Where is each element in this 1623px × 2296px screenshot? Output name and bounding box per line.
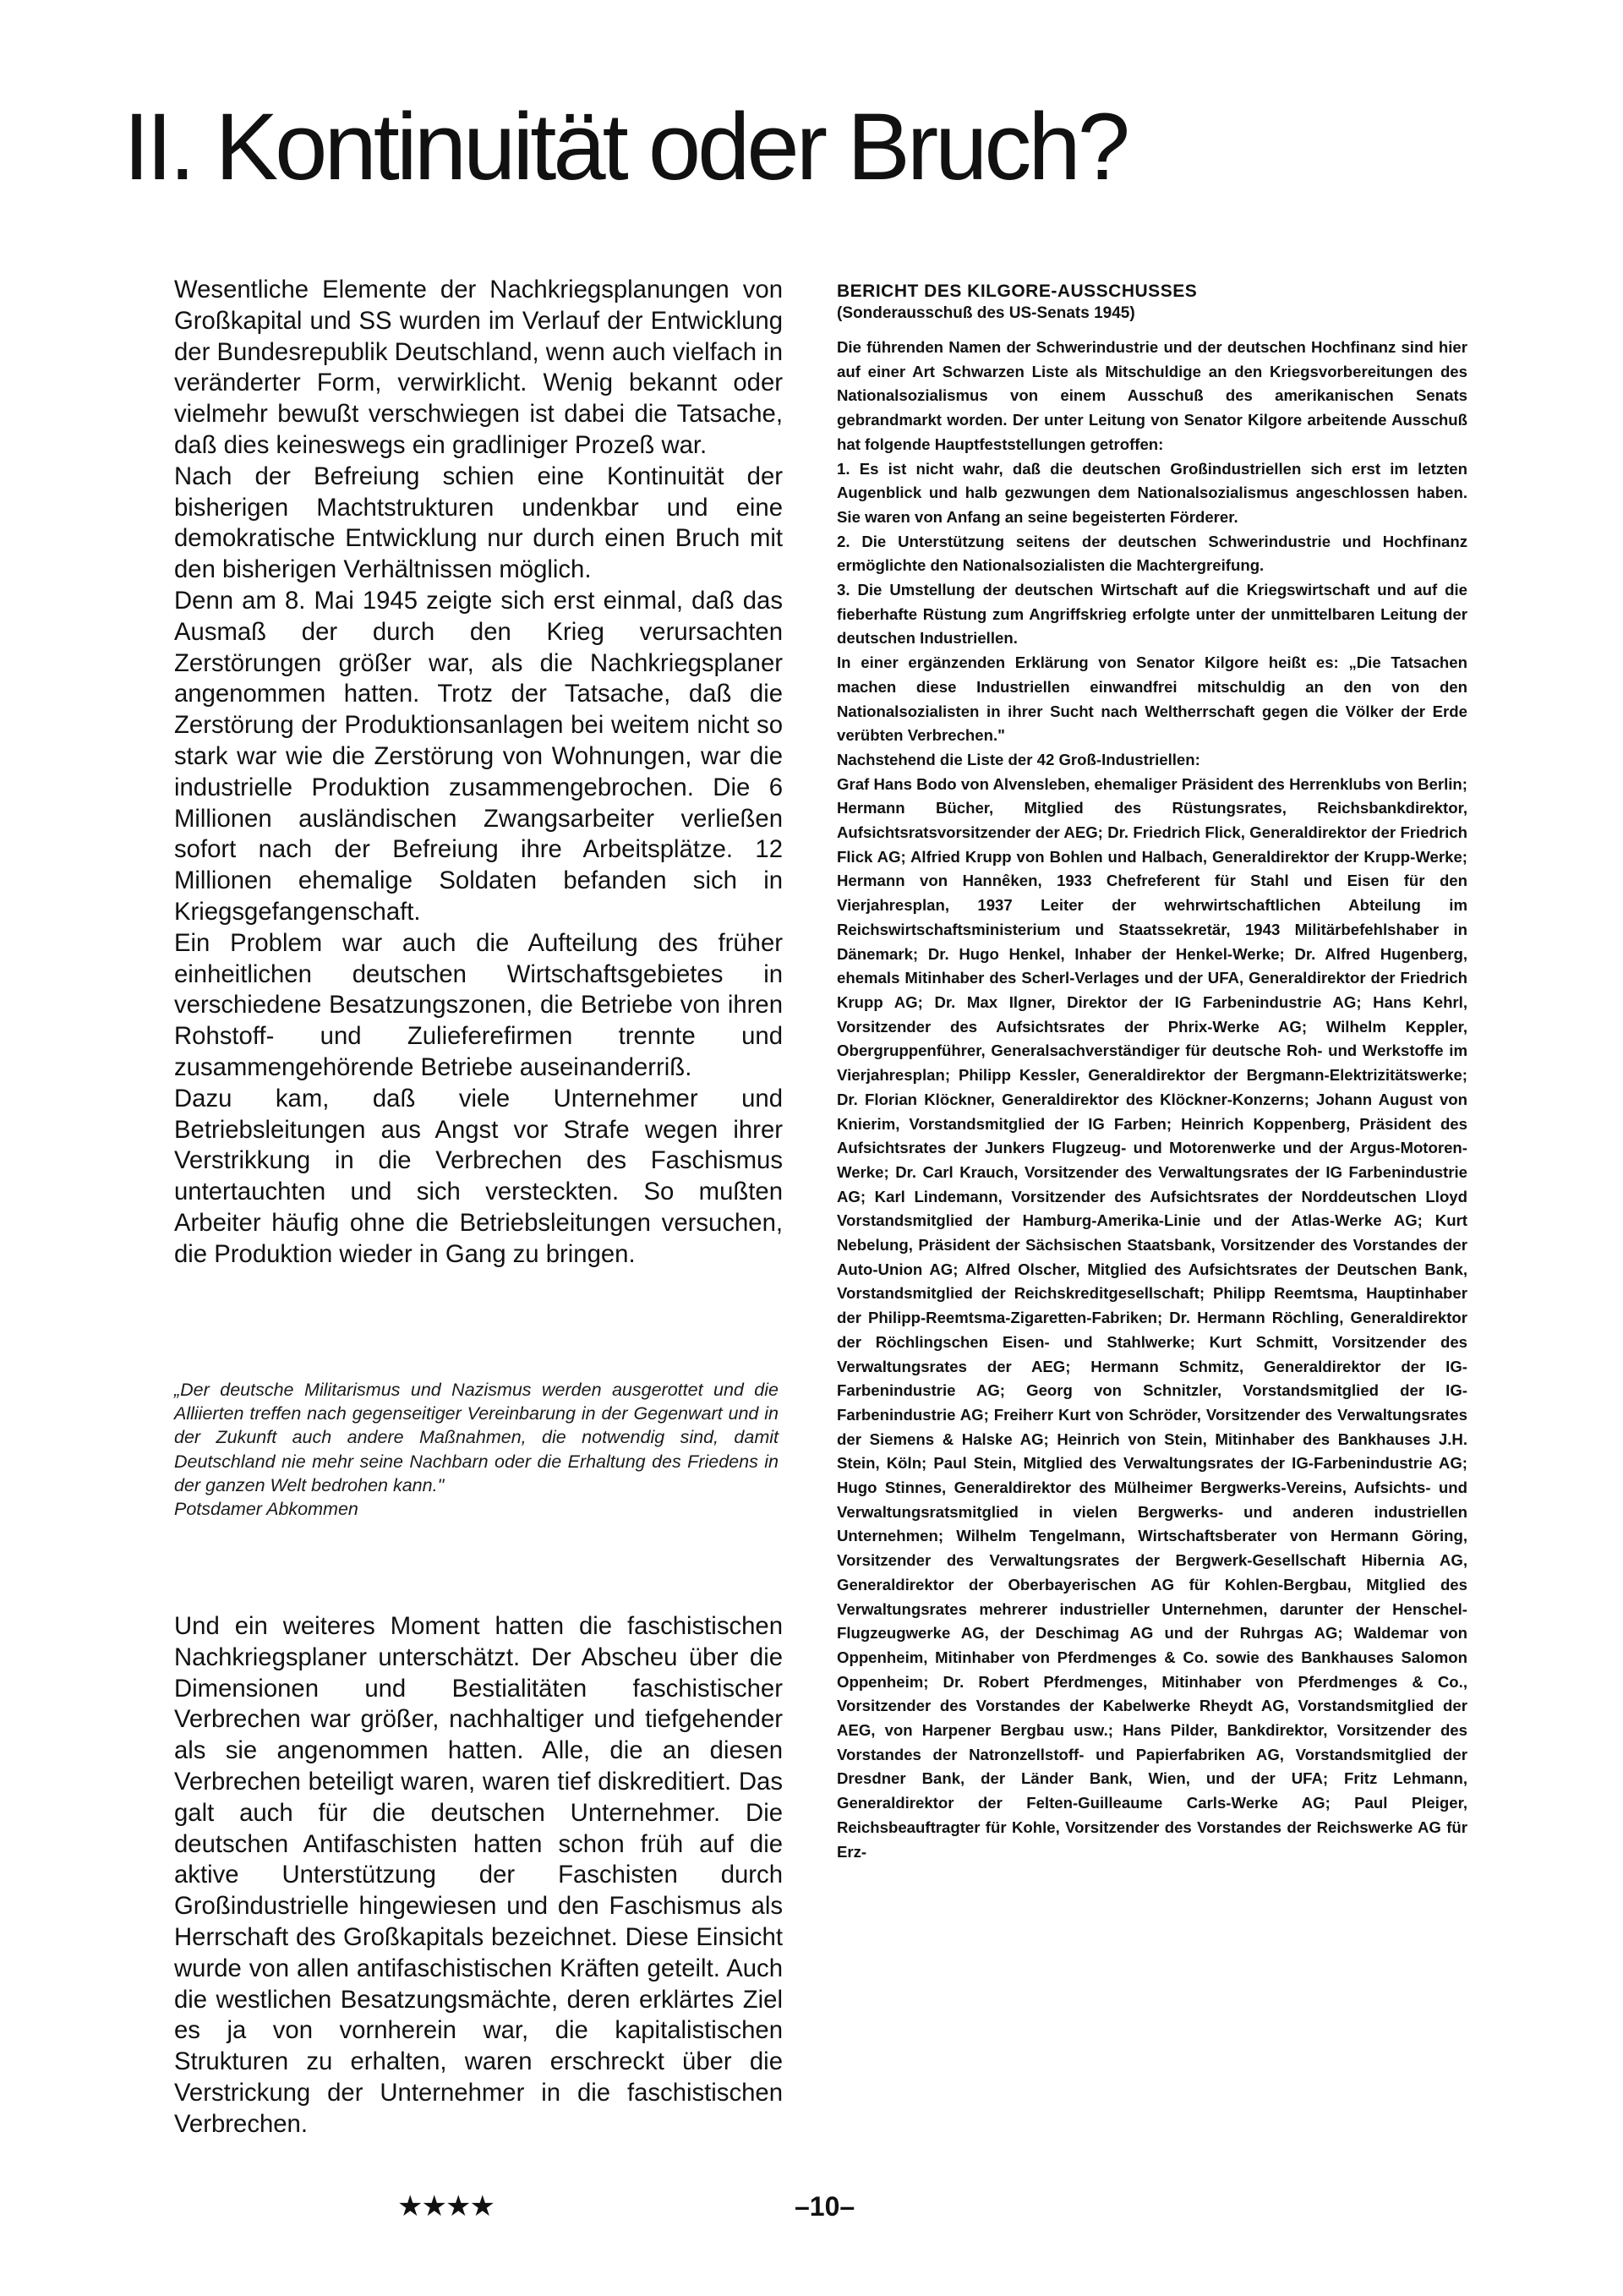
page-number: –10–	[795, 2191, 855, 2222]
report-paragraph: 2. Die Unterstützung seitens der deutschen Schwerindustrie und Hochfinanz ermöglichte den Nationalsozialisten die Machtergreifung.	[837, 532, 1467, 575]
report-subtitle: (Sonderausschuß des US-Senats 1945)	[837, 304, 1135, 322]
page-title: II. Kontinuität oder Bruch?	[123, 94, 1127, 200]
star-icons: ★★★★	[397, 2189, 494, 2223]
main-text-column-continued	[174, 1611, 783, 2140]
body-paragraph: Nach der Befreiung schien eine Kontinuität der bisherigen Machtstrukturen undenkbar und eine demokratische Entwicklung nur durch einen Bruch mit den bisherigen Verhältnissen möglich.	[174, 462, 783, 584]
report-paragraph: 3. Die Umstellung der deutschen Wirtschaft auf die Kriegswirtschaft und auf die fieberhafte Rüstung zum Angriffskrieg erfolgte unter der unmittelbaren Leitung der deutschen Industriellen.	[837, 581, 1467, 648]
body-paragraph: Denn am 8. Mai 1945 zeigte sich erst einmal, daß das Ausmaß der durch den Krieg verursachten Zerstörungen größer war, als die Nachkriegsplaner angenommen hatten. Trotz der Tatsache, daß die Zerstörung der Produktionsanlagen bei weitem nicht so stark war wie die Zerstörung von Wohnungen, war die industrielle Produktion zusammengebrochen. Die 6 Millionen ausländischen Zwangsarbeiter verließen sofort nach der Befreiung ihre Arbeitsplätze. 12 Millionen ehemalige Soldaten befanden sich in Kriegsgefangenschaft.	[174, 586, 783, 926]
report-paragraph: In einer ergänzenden Erklärung von Senator Kilgore heißt es: „Die Tatsachen machen diese Industriellen einwandfrei mitschuldig an den von den Nationalsozialisten in ihrer Sucht nach Weltherrschaft gegen die Völker der Erde verübten Verbrechen."	[837, 653, 1467, 745]
report-paragraph: Die führenden Namen der Schwerindustrie und der deutschen Hochfinanz sind hier auf einer Art Schwarzen Liste als Mitschuldige an den Kriegsvorbereitungen des Nationalsozialismus von einem Ausschuß des amerikanischen Senats gebrandmarkt worden. Der unter Leitung von Senator Kilgore arbeitende Ausschuß hat folgende Hauptfeststellungen getroffen:	[837, 338, 1467, 453]
report-paragraph: Nachstehend die Liste der 42 Groß-Industriellen:	[837, 750, 1200, 768]
body-paragraph: Wesentliche Elemente der Nachkriegsplanungen von Großkapital und SS wurden im Verlauf der Entwicklung der Bundesrepublik Deutschland, wenn auch vielfach in veränderter Form, verwirklicht. Wenig bekannt oder vielmehr bewußt verschwiegen ist dabei die Tatsache, daß dies keineswegs ein gradliniger Prozeß war.	[174, 276, 783, 459]
report-paragraph: Graf Hans Bodo von Alvensleben, ehemaliger Präsident des Herrenklubs von Berlin; Hermann Bücher, Mitglied des Rüstungsrates, Reichsbankdirektor, Aufsichtsratsvorsitzender der AEG; Dr. Friedrich Flick, Generaldirektor der Friedrich Flick AG; Alfried Krupp von Bohlen und Halbach, Generaldirektor der Krupp-Werke; Hermann von Hannêken, 1933 Chefreferent für Stahl und Eisen für den Vierjahresplan, 1937 Leiter der wehrwirtschaftlichen Abteilung im Reichswirtschaftsministerium und Staatssekretär, 1943 Militärbefehlshaber in Dänemark; Dr. Hugo Henkel, Inhaber der Henkel-Werke; Dr. Alfred Hugenberg, ehemals Mitinhaber des Scherl-Verlages und der UFA, Generaldirektor der Friedrich Krupp AG; Dr. Max Ilgner, Direktor der IG Farbenindustrie AG; Hans Kehrl, Vorsitzender des Aufsichtsrates der Phrix-Werke AG; Wilhelm Keppler, Obergruppenführer, Generalsachverständiger für deutsche Roh- und Werkstoffe im Vierjahresplan; Philipp Kessler, Generaldirektor der Bergmann-Elektrizitätswerke; Dr. Florian Klöckner, Generaldirektor des Klöckner-Konzerns; Johann August von Knierim, Vorstandsmitglied der IG Farben; Heinrich Koppenberg, Präsident des Aufsichtsrates der Junkers Flugzeug- und Motorenwerke und der Argus-Motoren-Werke; Dr. Carl Krauch, Vorsitzender des Verwaltungsrates der IG Farbenindustrie AG; Karl Lindemann, Vorsitzender des Aufsichtsrates der Norddeutschen Lloyd Vorstandsmitglied der Hamburg-Amerika-Linie und der Atlas-Werke AG; Kurt Nebelung, Präsident der Sächsischen Staatsbank, Vorsitzender des Vorstandes der Auto-Union AG; Alfred Olscher, Mitglied des Aufsichtsrates der Deutschen Bank, Vorstandsmitglied der Reichskreditgesellschaft; Philipp Reemtsma, Hauptinhaber der Philipp-Reemtsma-Zigaretten-Fabriken; Dr. Hermann Röchling, Generaldirektor der Röchlingschen Eisen- und Stahlwerke; Kurt Schmitt, Vorsitzender des Verwaltungsrates der AEG; Hermann Schmitz, Generaldirektor der IG-Farbenindustrie AG; Georg von Schnitzler, Vorstandsmitglied der IG-Farbenindustrie AG; Freiherr Kurt von Schröder, Vorsitzender des Verwaltungsrates der Siemens & Halske AG; Heinrich von Stein, Mitinhaber des Bankhauses J.H. Stein, Köln; Paul Stein, Mitglied des Verwaltungsrates der IG-Farbenindustrie AG; Hugo Stinnes, Generaldirektor des Mülheimer Bergwerks-Vereins, Aufsichts- und Verwaltungsratsmitglied in vielen Bergwerks- und anderen industriellen Unternehmen; Wilhelm Tengelmann, Wirtschaftsberater von Hermann Göring, Vorsitzender des Verwaltungsrates der Bergwerk-Gesellschaft Hibernia AG, Generaldirektor der Oberbayerischen AG für Kohlen-Bergbau, Mitglied des Verwaltungsrates mehrerer industrieller Unternehmen, darunter der Henschel-Flugzeugwerke AG, der Deschimag AG und der Ruhrgas AG; Waldemar von Oppenheim, Mitinhaber von Pferdmenges & Co. sowie des Bankhauses Salomon Oppenheim; Dr. Robert Pferdmenges, Mitinhaber von Pferdmenges & Co., Vorsitzender des Vorstandes der Kabelwerke Rheydt AG, Vorstandsmitglied der AEG, von Harpener Bergbau usw.; Hans Pilder, Bankdirektor, Vorsitzender des Vorstandes der Natronzellstoff- und Papierfabriken AG, Vorstandsmitglied der Dresdner Bank, der Länder Bank, Wien, und der UFA; Fritz Lehmann, Generaldirektor der Felten-Guilleaume Carls-Werke AG; Paul Pleiger, Reichsbeauftragter für Kohle, Vorsitzender des Vorstandes der Reichswerke AG für Erz-	[837, 774, 1467, 1861]
body-paragraph: Ein Problem war auch die Aufteilung des früher einheitlichen deutschen Wirtschaftsgebietes in verschiedene Besatzungszonen, die Betriebe von ihren Rohstoff- und Zulieferefirmen trennte und zusammengehörende Betriebe auseinanderriß.	[174, 928, 783, 1081]
report-title: BERICHT DES KILGORE-AUSSCHUSSES	[837, 282, 1198, 301]
report-paragraph: 1. Es ist nicht wahr, daß die deutschen Großindustriellen sich erst im letzten Augenblick und halb gezwungen dem Nationalsozialismus angeschlossen haben. Sie waren von Anfang an seine begeisterten Förderer.	[837, 459, 1467, 526]
quote-source: Potsdamer Abkommen	[174, 1499, 358, 1520]
body-paragraph: Dazu kam, daß viele Unternehmer und Betriebsleitungen aus Angst vor Strafe wegen ihrer Verstrikkung in die Verbrechen des Faschismus untertauchten und sich versteckten. So mußten Arbeiter häufig ohne die Betriebsleitungen versuchen, die Produktion wieder in Gang zu bringen.	[174, 1084, 783, 1268]
report-body	[837, 336, 1467, 1864]
body-paragraph: Und ein weiteres Moment hatten die faschistischen Nachkriegsplaner unterschätzt. Der Abscheu über die Dimensionen und Bestialitäten faschistischer Verbrechen war größer, nachhaltiger und tiefgehender als sie angenommen hatten. Alle, die an diesen Verbrechen beteiligt waren, waren tief diskreditiert. Das galt auch für die deutschen Unternehmer. Die deutschen Antifaschisten hatten schon früh auf die aktive Unterstützung der Faschisten durch Großindustrielle hingewiesen und den Faschismus als Herrschaft des Großkapitals bezeichnet. Diese Einsicht wurde von allen antifaschistischen Kräften geteilt. Auch die westlichen Besatzungsmächte, deren erklärtes Ziel es ja von vornherein war, die kapitalistischen Strukturen zu erhalten, waren erschreckt über die Verstrickung der Unternehmer in die faschistischen Verbrechen.	[174, 1612, 783, 2138]
kilgore-report-sidebar	[837, 281, 1467, 1864]
quote-block	[174, 1378, 779, 1521]
main-text-column	[174, 275, 783, 1271]
page-footer	[0, 2189, 1623, 2232]
quote-text: „Der deutsche Militarismus und Nazismus werden ausgerottet und die Alliierten treffen nach gegenseitiger Vereinbarung in der Gegenwart und in der Zukunft auch andere Maßnahmen, die notwendig sind, damit Deutschland nie mehr seine Nachbarn oder die Erhaltung des Friedens in der ganzen Welt bedrohen kann."	[174, 1380, 779, 1495]
